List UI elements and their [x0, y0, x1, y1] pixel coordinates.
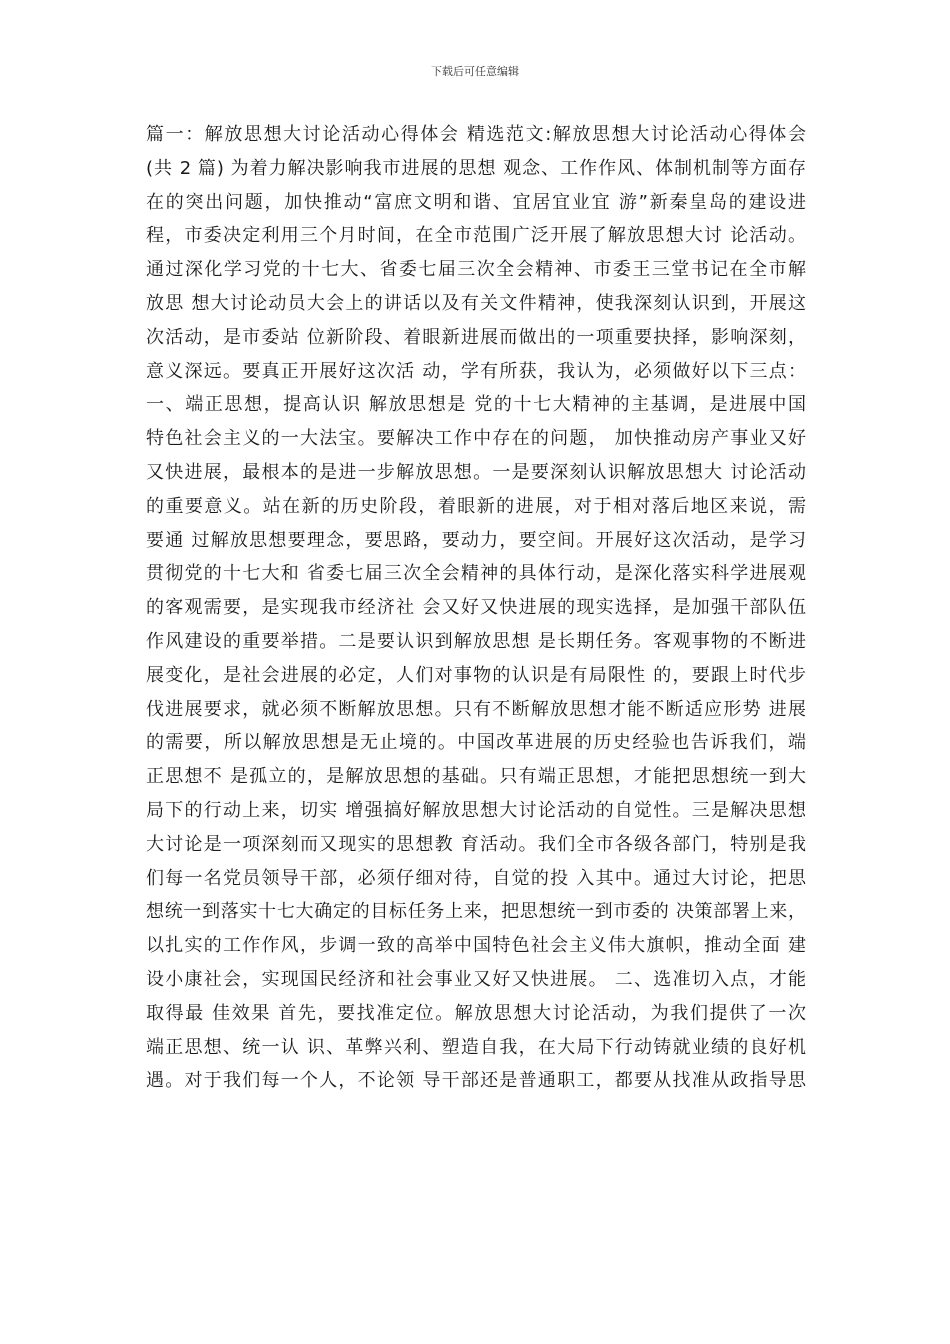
text-line: 正思想不 是孤立的，是解放思想的基础。只有端正思想，才能把思想统一到大 — [146, 766, 806, 788]
text-line: 一、端正思想，提高认识 解放思想是 党的十七大精神的主基调，是进展中国 — [146, 394, 806, 416]
text-line: 伐进展要求，就必须不断解放思想。只有不断解放思想才能不断适应形势 进展 — [146, 698, 806, 720]
text-line: 程，市委决定利用三个月时间，在全市范围广泛开展了解放思想大讨 论活动。 — [146, 225, 806, 247]
text-line: 要通 过解放思想要理念，要思路，要动力，要空间。开展好这次活动，是学习 — [146, 529, 806, 551]
page-header: 下载后可任意编辑 — [431, 65, 519, 78]
text-line: 设小康社会，实现国民经济和社会事业又好又快进展。 二、选准切入点，才能 — [146, 968, 806, 990]
text-line: 又快进展，最根本的是进一步解放思想。一是要深刻认识解放思想大 讨论活动 — [146, 461, 806, 483]
text-line: 篇一：解放思想大讨论活动心得体会 精选范文:解放思想大讨论活动心得体会 — [146, 124, 806, 145]
text-line: 大讨论是一项深刻而又现实的思想教 育活动。我们全市各级各部门，特别是我 — [146, 833, 806, 855]
text-line: 的客观需要，是实现我市经济社 会又好又快进展的现实选择，是加强干部队伍 — [146, 597, 806, 619]
text-line: 以扎实的工作作风，步调一致的高举中国特色社会主义伟大旗帜，推动全面 建 — [146, 935, 806, 957]
text-line: 展变化，是社会进展的必定，人们对事物的认识是有局限性 的，要跟上时代步 — [146, 664, 806, 686]
text-line: 想统一到落实十七大确定的目标任务上来，把思想统一到市委的 决策部署上来， — [146, 901, 806, 923]
text-line: 作风建设的重要举措。二是要认识到解放思想 是长期任务。客观事物的不断进 — [146, 630, 806, 652]
text-line: 次活动，是市委站 位新阶段、着眼新进展而做出的一项重要抉择，影响深刻， — [146, 326, 806, 348]
text-line: 们每一名党员领导干部，必须仔细对待，自觉的投 入其中。通过大讨论，把思 — [146, 867, 806, 889]
text-line: 在的突出问题，加快推动“富庶文明和谐、宜居宜业宜 游”新秦皇岛的建设进 — [146, 191, 806, 213]
text-line: 通过深化学习党的十七大、省委七届三次全会精神、市委王三堂书记在全市解 — [146, 259, 806, 281]
body-text — [146, 118, 806, 1098]
text-line: 放思 想大讨论动员大会上的讲话以及有关文件精神，使我深刻认识到，开展这 — [146, 292, 806, 314]
text-line: 意义深远。要真正开展好这次活 动，学有所获，我认为，必须做好以下三点： — [146, 360, 806, 382]
text-line: 的重要意义。站在新的历史阶段，着眼新的进展，对于相对落后地区来说，需 — [146, 495, 806, 517]
text-line: 局下的行动上来，切实 增强搞好解放思想大讨论活动的自觉性。三是解决思想 — [146, 799, 806, 821]
text-line: (共 2 篇) 为着力解决影响我市进展的思想 观念、工作作风、体制机制等方面存 — [146, 157, 806, 179]
text-line: 的需要，所以解放思想是无止境的。中国改革进展的历史经验也告诉我们，端 — [146, 732, 806, 754]
text-line: 取得最 佳效果 首先，要找准定位。解放思想大讨论活动，为我们提供了一次 — [146, 1002, 806, 1024]
text-line: 贯彻党的十七大和 省委七届三次全会精神的具体行动，是深化落实科学进展观 — [146, 563, 806, 585]
text-line: 遇。对于我们每一个人，不论领 导干部还是普通职工，都要从找准从政指导思 — [146, 1070, 806, 1092]
text-line: 特色社会主义的一大法宝。要解决工作中存在的问题， 加快推动房产事业又好 — [146, 428, 806, 450]
text-line: 端正思想、统一认 识、革弊兴利、塑造自我，在大局下行动铸就业绩的良好机 — [146, 1036, 806, 1058]
